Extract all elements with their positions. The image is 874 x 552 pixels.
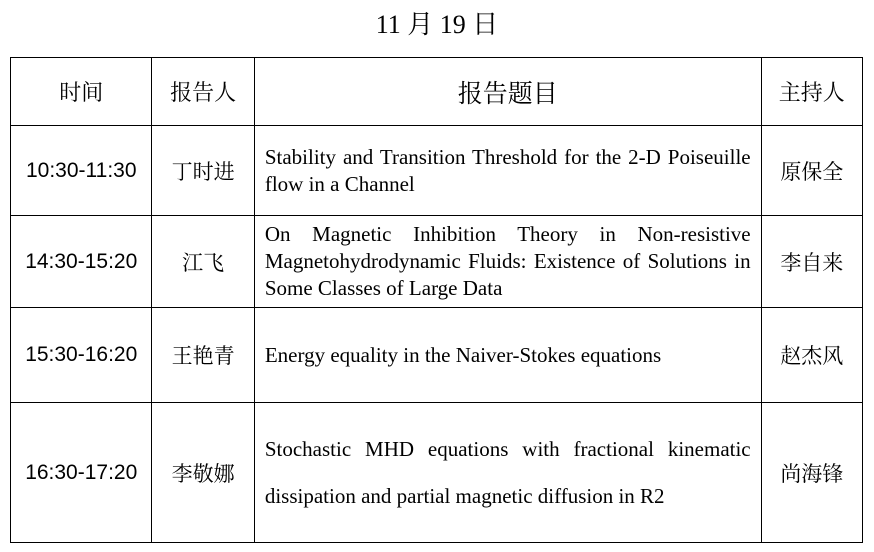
title-cell: Stochastic MHD equations with fractional kinematic dissipation and partial magnetic diffusion in R2 xyxy=(254,403,761,543)
time-cell: 14:30-15:20 xyxy=(11,216,152,308)
header-host: 主持人 xyxy=(761,58,862,126)
speaker-cell: 江飞 xyxy=(152,216,254,308)
host-cell: 尚海锋 xyxy=(761,403,862,543)
header-time: 时间 xyxy=(11,58,152,126)
header-title: 报告题目 xyxy=(254,58,761,126)
time-cell: 16:30-17:20 xyxy=(11,403,152,543)
host-cell: 李自来 xyxy=(761,216,862,308)
table-row xyxy=(11,308,863,403)
schedule-table xyxy=(10,57,863,543)
host-cell: 原保全 xyxy=(761,126,862,216)
time-cell: 10:30-11:30 xyxy=(11,126,152,216)
table-header-row xyxy=(11,58,863,126)
table-row xyxy=(11,216,863,308)
speaker-cell: 王艳青 xyxy=(152,308,254,403)
table-row xyxy=(11,126,863,216)
title-cell: On Magnetic Inhibition Theory in Non-resistive Magnetohydrodynamic Fluids: Existence of Solutions in Some Classes of Large Data xyxy=(254,216,761,308)
title-cell: Stability and Transition Threshold for the 2-D Poiseuille flow in a Channel xyxy=(254,126,761,216)
speaker-cell: 李敬娜 xyxy=(152,403,254,543)
header-speaker: 报告人 xyxy=(152,58,254,126)
host-cell: 赵杰风 xyxy=(761,308,862,403)
table-row xyxy=(11,403,863,543)
title-cell: Energy equality in the Naiver-Stokes equations xyxy=(254,308,761,403)
schedule-date-title: 11 月 19 日 xyxy=(375,10,499,39)
time-cell: 15:30-16:20 xyxy=(11,308,152,403)
speaker-cell: 丁时进 xyxy=(152,126,254,216)
